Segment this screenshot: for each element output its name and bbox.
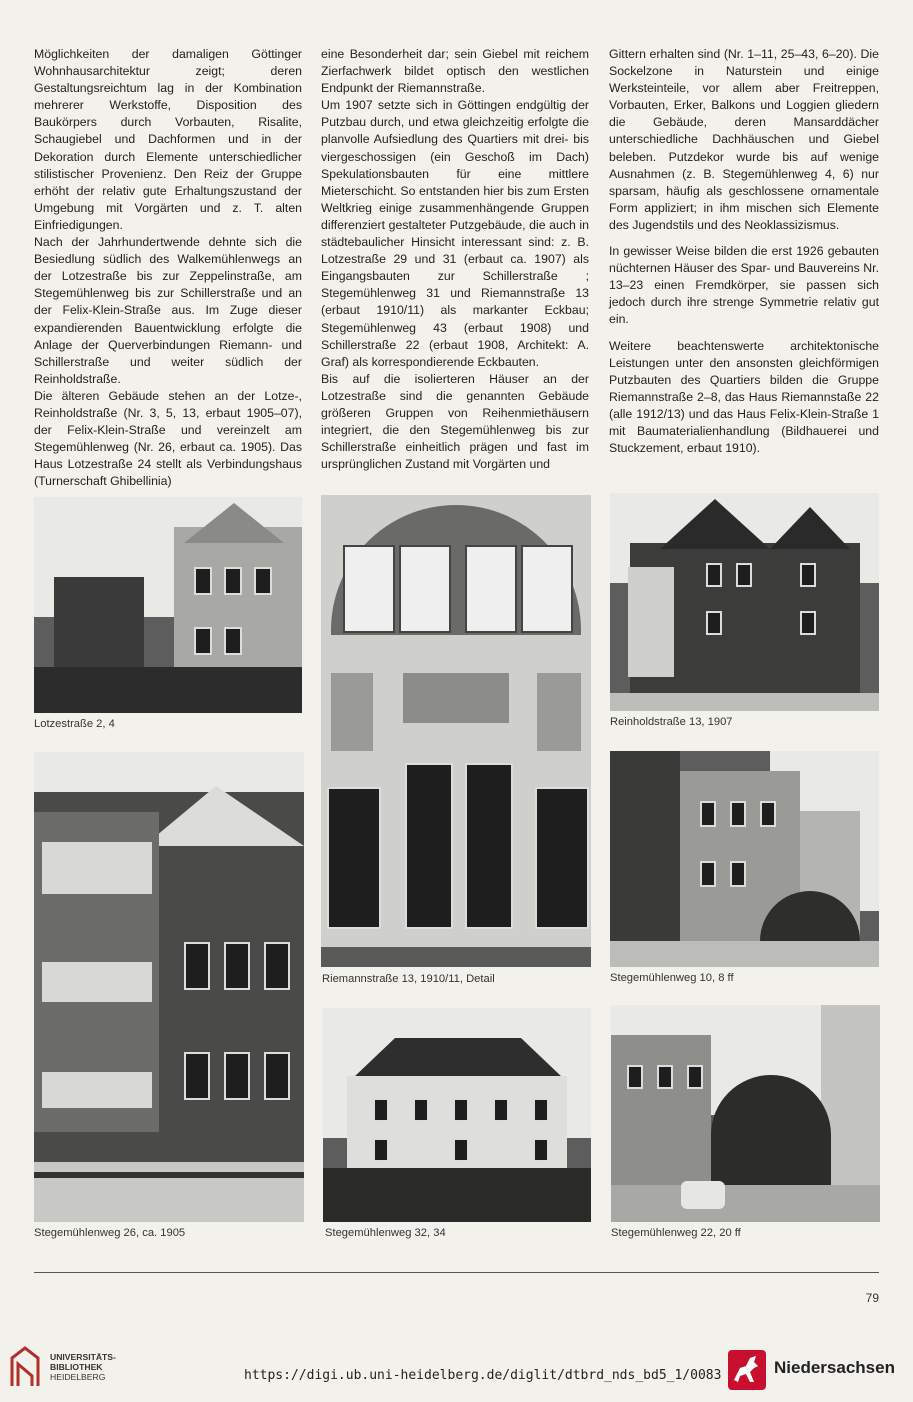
library-name-line3: HEIDELBERG (50, 1372, 106, 1382)
photo-reinholdstrasse (610, 493, 879, 711)
caption-stegemuehlenweg-10: Stegemühlenweg 10, 8 ff (610, 972, 734, 984)
caption-reinholdstrasse: Reinholdstraße 13, 1907 (610, 716, 733, 728)
library-mark-icon (8, 1346, 42, 1388)
niedersachsen-logo[interactable] (728, 1350, 908, 1394)
paragraph: Die älteren Gebäude stehen an der Lotze-, Reinholdstraße (Nr. 3, 5, 13, erbaut 1905–07), der Felix-Klein-Straße und vereinzelt am Stegemühlenweg (Nr. 26, erbaut ca. 1905). Das Haus Lotzestraße 24 stellt als Verbindungshaus (Turnerschaft Ghibellinia) (34, 388, 302, 489)
paragraph: Weitere beachtenswerte architektonische Leistungen unter den ansonsten gleichförmigen Putzbauten des Quartiers bilden die Gruppe Riemannstraße 2–8, das Haus Riemannstaße 22 (alle 1912/13) und das Haus Felix-Klein-Straße 1 mit Baumaterialienhandlung (Bildhauerei und Stuckzement, erbaut 1910). (609, 338, 879, 456)
caption-stegemuehlenweg-26: Stegemühlenweg 26, ca. 1905 (34, 1227, 186, 1239)
paragraph: In gewisser Weise bilden die erst 1926 gebauten nüchternen Häuser des Spar- und Bauvereins Nr. 13–23 einen Fremdkörper, sie passen sich jedoch durch ihre strenge Symmetrie relativ gut ein. (609, 244, 879, 327)
caption-stegemuehlenweg-22: Stegemühlenweg 22, 20 ff (611, 1227, 741, 1239)
text-column-2 (321, 46, 589, 473)
page-number: 79 (865, 1291, 879, 1305)
paragraph: Nach der Jahrhundertwende dehnte sich die Besiedlung südlich des Walkemühlenwegs an der Lotzestraße bis zur Zeppelinstraße, am Stegemühlenweg bis zur Schillerstraße und an der Felix-Klein-Straße aus. Im Zuge dieser expandierenden Bauentwicklung erfolgte die Anlage der Querverbindungen Riemann- und Schillerstraße und weiter südlich der Reinholdstraße. (34, 235, 302, 386)
footer-rule (34, 1272, 879, 1273)
library-name-line1: UNIVERSITÄTS- (50, 1352, 116, 1362)
caption-lotzestrasse: Lotzestraße 2, 4 (34, 718, 115, 730)
text-column-1 (34, 46, 302, 490)
photo-lotzestrasse (34, 497, 302, 713)
library-name-line2: BIBLIOTHEK (50, 1362, 103, 1372)
caption-riemannstrasse-detail: Riemannstraße 13, 1910/11, Detail (322, 973, 495, 985)
paragraph: Bis auf die isolierteren Häuser an der Lotzestraße sind die genannten Gebäude größeren Gruppen von Reihenmiethäusern integriert, die den Stegemühlenweg bis zur Schillerstraße einheitlich prägen und fast im ursprünglichen Zustand mit Vorgärten und (321, 371, 589, 472)
university-library-logo[interactable] (8, 1346, 148, 1392)
photo-riemannstrasse-detail (321, 495, 591, 967)
photo-stegemuehlenweg-26 (34, 752, 304, 1222)
paragraph: eine Besonderheit dar; sein Giebel mit reichem Zierfachwerk bildet optisch den westlichen Endpunkt der Riemannstraße. (321, 47, 589, 96)
photo-stegemuehlenweg-10 (610, 751, 879, 967)
paragraph: Um 1907 setzte sich in Göttingen endgültig der Putzbau durch, und etwa gleichzeitig erfolgte die planvolle Aufsiedlung des Quartiers mit drei- bis viergeschossigen (ein Geschoß im Dach) Spekulationsbauten für eine mittlere Mieterschicht. So entstanden hier bis zum Ersten Weltkrieg einige zusammenhängende Gruppen differenziert gestalteter Putzgebäude, die auch in städtebaulicher Hinsicht interessant sind: z. B. Lotzestraße 29 und 31 (erbaut ca. 1907) als Eingangsbauten zur Schillerstraße ; Stegemühlenweg 31 und Riemannstraße 13 (erbaut 1910/11) als markanter Eckbau; Stegemühlenweg 43 (erbaut 1908) und Schillerstraße 22 (erbaut 1908, Architekt: A. Graf) als korrespondierende Eckbauten. (321, 98, 589, 369)
paragraph: Möglichkeiten der damaligen Göttinger Wohnhausarchitektur zeigt; deren Gestaltungsreichtum lag in der Kombination mehrerer Werkstoffe, Disposition des Baukörpers durch Vorbauten, Risalite, Schaugiebel und Dachformen und in der Dekoration durch Elemente unterschiedlicher stilistischer Provenienz. Den Reiz der Gruppe erhöht der relativ gute Erhaltungszustand der Umgebung mit Vorgärten und z. T. alten Einfriedigungen. (34, 47, 302, 232)
source-url[interactable]: https://digi.ub.uni-heidelberg.de/diglit/dtbrd_nds_bd5_1/0083 (244, 1368, 722, 1383)
horse-icon (728, 1350, 766, 1390)
photo-stegemuehlenweg-22 (611, 1005, 880, 1222)
paragraph: Gittern erhalten sind (Nr. 1–11, 25–43, 6–20). Die Sockelzone in Naturstein und einige Werksteinteile, vor allem aber Freitreppen, Vorbauten, Erker, Balkons und Loggien gliedern die Gebäude, deren Mansarddächer unterschiedliche Dachhäuschen und Giebel beleben. Putzdekor wurde bis auf wenige Ausnahmen (z. B. Stegemühlenweg 4, 6) nur sparsam, häufig als geschlossene ornamentale Form appliziert; in ihm mischen sich Elemente des Jugendstils und des Neoklassizismus. (609, 47, 879, 232)
photo-stegemuehlenweg-32 (323, 1008, 591, 1222)
caption-stegemuehlenweg-32: Stegemühlenweg 32, 34 (325, 1227, 446, 1239)
state-name: Niedersachsen (774, 1358, 895, 1377)
text-column-3 (609, 46, 879, 457)
